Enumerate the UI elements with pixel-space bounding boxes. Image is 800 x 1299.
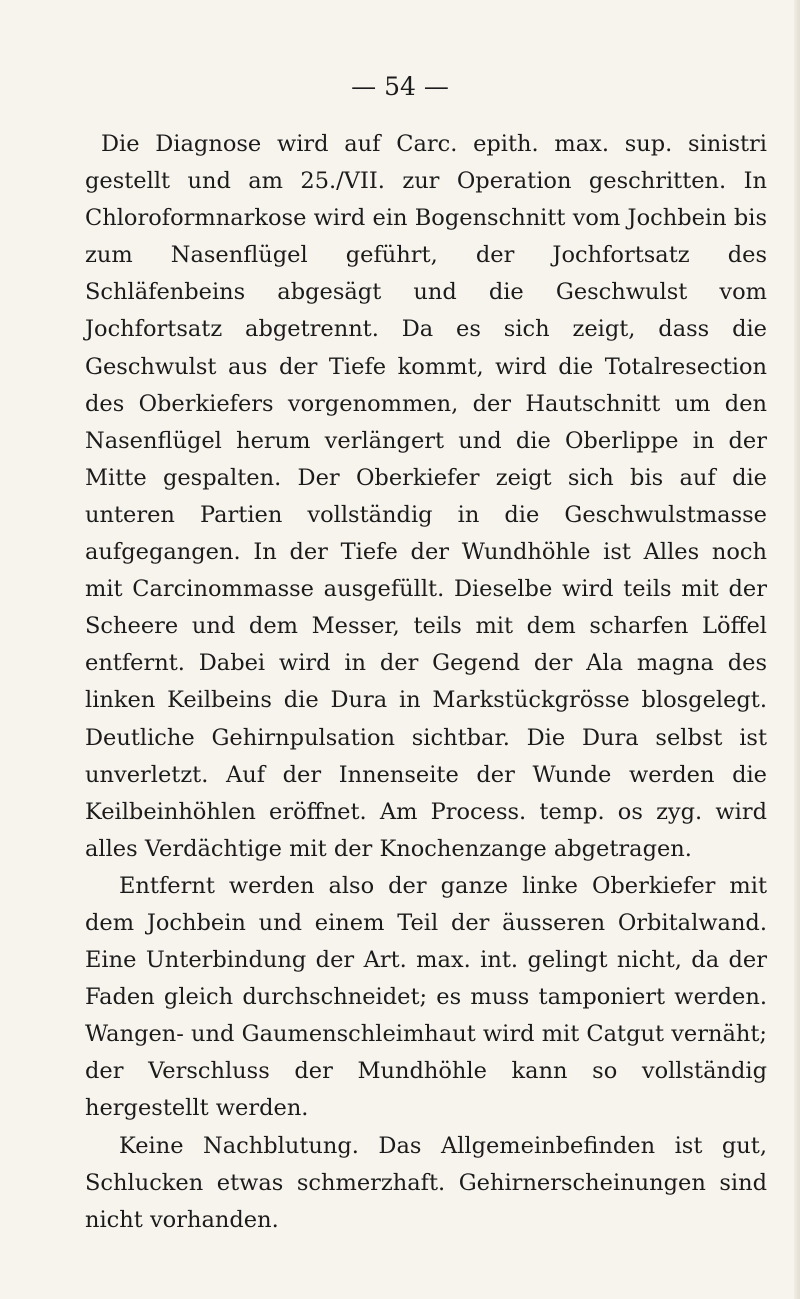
page-number: — 54 — bbox=[351, 72, 449, 101]
page-edge-shadow bbox=[794, 0, 800, 1299]
paragraph-postoperative-status: Keine Nachblutung. Das Allgemeinbefinden ist gut, Schlucken etwas schmerzhaft. Gehirnerscheinungen sind nicht vorhanden. bbox=[85, 1132, 767, 1233]
paragraph-removal-summary: Entfernt werden also der ganze linke Oberkiefer mit dem Jochbein und einem Teil der äusseren Orbitalwand. Eine Unterbindung der Art. max. int. gelingt nicht, da der Faden gleich durchschneidet; es muss tamponiert werden. Wangen- und Gaumenschleimhaut wird mit Catgut vernäht; der Verschluss der Mundhöhle kann so vollständig hergestellt werden. bbox=[85, 872, 767, 1122]
paragraph-diagnosis-operation: Die Diagnose wird auf Carc. epith. max. sup. sinistri gestellt und am 25./VII. zur Operation geschritten. In Chloroformnarkose wird ein Bogenschnitt vom Jochbein bis zum Nasenflügel geführt, der Jochfortsatz des Schläfenbeins abgesägt und die Geschwulst vom Jochfortsatz abgetrennt. Da es sich zeigt, dass die Geschwulst aus der Tiefe kommt, wird die Totalresection des Oberkiefers vorgenommen, der Hautschnitt um den Nasenflügel herum verlängert und die Oberlippe in der Mitte gespalten. Der Oberkiefer zeigt sich bis auf die unteren Partien vollständig in die Geschwulstmasse aufgegangen. In der Tiefe der Wundhöhle ist Alles noch mit Carcinommasse ausgefüllt. Dieselbe wird teils mit der Scheere und dem Messer, teils mit dem scharfen Löffel entfernt. Dabei wird in der Gegend der Ala magna des linken Keilbeins die Dura in Markstückgrösse blosgelegt. Deutliche Gehirnpulsation sichtbar. Die Dura selbst ist unverletzt. Auf der Innenseite der Wunde werden die Keilbeinhöhlen eröffnet. Am Process. temp. os zyg. wird alles Verdächtige mit der Knochenzange abgetragen. bbox=[85, 131, 767, 862]
body-text bbox=[85, 126, 767, 1239]
